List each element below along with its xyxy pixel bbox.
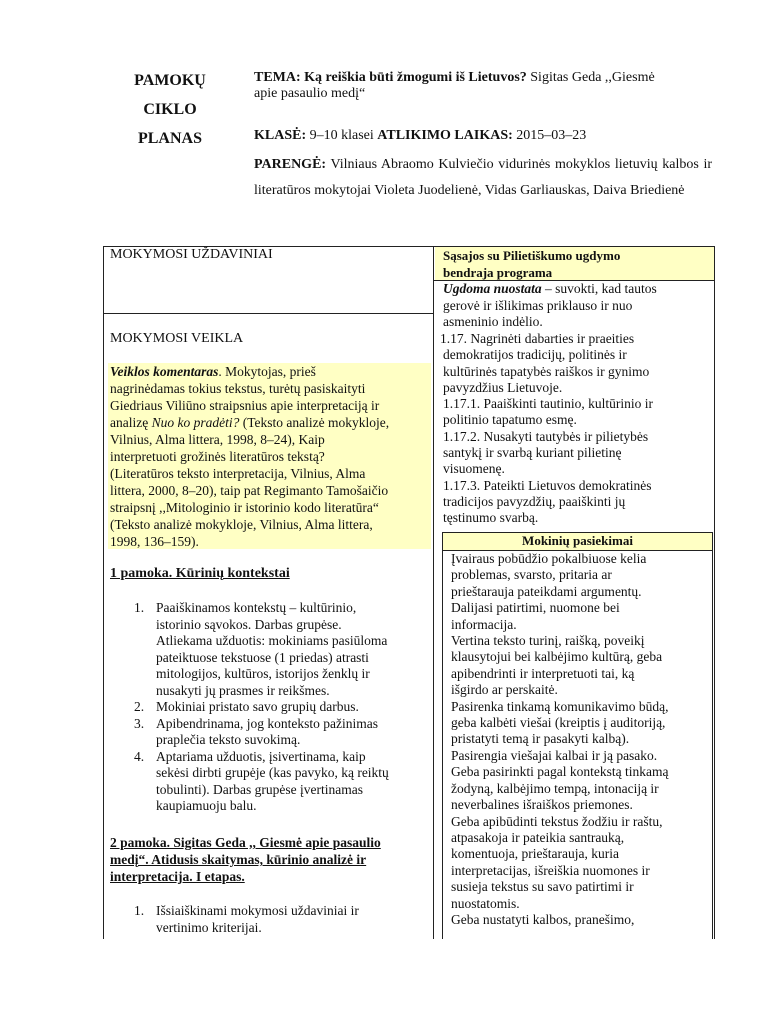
klase-label: KLASĖ: (254, 128, 307, 143)
list-item: 4. Aptariama užduotis, įsivertinama, kaip sekėsi dirbti grupėje (kas pavyko, ką reiktų tobulinti). Darbas grupėse įvertinamas kaupiamuoju balu. (134, 748, 389, 813)
achievement-line: atpasakoja ir pateikia santrauką, (451, 829, 625, 845)
title-line-2: CIKLO (143, 101, 197, 118)
pilietiskumo-items (440, 331, 712, 527)
comment-line: nagrinėdamas tokius tekstus, turėtų pasiskaityti (110, 381, 366, 396)
title-line-1: PAMOKŲ (134, 72, 206, 89)
parenge-text: Vilniaus Abraomo Kulviečio vidurinės mokyklos lietuvių kalbos ir literatūros mokytojai Violeta Juodelienė, Vidas Garliauskas, Daiva Briedienė (254, 157, 712, 198)
comment-line: analizę Nuo ko pradėti? (Teksto analizė mokykloje, (110, 415, 390, 430)
standard-line: santykį ir svarbą kuriant pilietinę (443, 445, 622, 461)
laikas-label: ATLIKIMO LAIKAS: (377, 128, 513, 143)
tema-text: Sigitas Geda ,,Giesmė (526, 70, 655, 85)
achievement-line: Geba nustatyti kalbos, pranešimo, (451, 911, 635, 927)
achievement-line: Geba pasirinkti pagal kontekstą tinkamą (451, 764, 669, 780)
achievement-line: komentuoja, prieštarauja, kuria (451, 846, 619, 862)
nuostata-block: Ugdoma nuostata – suvokti, kad tautos gerovė ir išlikimas priklauso ir nuo asmeninio indėlio. (443, 281, 657, 330)
lesson2-list (110, 902, 432, 936)
achievement-line: išgirdo ar perskaitė. (451, 682, 558, 698)
pasiekimai-heading: Mokinių pasiekimai (522, 533, 633, 548)
achievement-line: informacija. (451, 616, 517, 632)
right-heading-line: Sąsajos su Pilietiškumo ugdymo (443, 248, 621, 263)
table-right-border (714, 246, 715, 939)
standard-line: demokratijos tradicijų, politinės ir (443, 347, 627, 363)
tema-line-2: apie pasaulio medį“ (254, 86, 366, 101)
achievement-line: problemas, svarsto, pritaria ar (451, 567, 612, 583)
pasiekimai-left-border (442, 532, 443, 939)
list-item: 2. Mokiniai pristato savo grupių darbus. (134, 699, 359, 714)
klase-value: 9–10 klasei (306, 128, 378, 143)
standard-line: tęstinumo svarbą. (443, 510, 539, 526)
laikas-value: 2015–03–23 (512, 128, 587, 143)
right-heading (443, 247, 713, 281)
comment-line: (Literatūros teksto interpretacija, Vilnius, Alma (110, 466, 366, 481)
list-item: 1. Paaiškinamos kontekstų – kultūrinio, istorinio sąvokos. Darbas grupėse. Atliekama užduotis: mokiniams pasiūloma pateiktuose tekstuose (1 priedas) atrasti mitologijos, kultūros, istorijos ženklų ir nusakyti jų prasmes ir reikšmes. (134, 600, 388, 698)
achievement-line: Pasirengia viešajai kalbai ir ją pasako. (451, 747, 658, 763)
tema-question: Ką reiškia būti žmogumi iš Lietuvos? (300, 70, 527, 85)
standard-line: 1.17. Nagrinėti dabarties ir praeities (440, 331, 635, 346)
comment-line: straipsnį ,,Mitologinio ir istorinio kodo literatūra“ (110, 500, 379, 515)
achievement-line: prieštarauja pateikdami argumentų. (451, 583, 642, 599)
standard-line: pavyzdžius Lietuvoje. (443, 379, 563, 395)
list-item: 3. Apibendrinama, jog konteksto pažinimas praplečia teksto suvokimą. (134, 715, 378, 747)
comment-line: interpretuoti grožinės literatūros tekstą? (110, 449, 325, 464)
achievement-line: susieja tekstus su savo patirtimi ir (451, 879, 634, 895)
comment-line: Veiklos komentaras. Mokytojas, prieš (110, 364, 316, 379)
achievement-line: interpretacijas, išreiškia nuomones ir (451, 862, 650, 878)
achievement-line: Geba apibūdinti tekstus žodžiu ir raštu, (451, 813, 663, 829)
veiklos-komentaras (110, 363, 432, 550)
standard-line: 1.17.2. Nusakyti tautybės ir pilietybės (443, 428, 649, 444)
achievement-line: nuostatomis. (451, 895, 520, 911)
achievement-line: Vertina teksto turinį, raišką, poveikį (451, 633, 645, 649)
tema-line (254, 70, 714, 86)
standard-line: 1.17.1. Paaiškinti tautinio, kultūrinio ir (443, 396, 653, 412)
pasiekimai-right-border (712, 532, 713, 939)
veikla-heading: MOKYMOSI VEIKLA (110, 331, 244, 346)
table-column-divider (433, 246, 434, 939)
standard-line: kultūrinės tapatybės raiškos ir gynimo (443, 363, 650, 379)
comment-line: littera, 2000, 8–20), taip pat Regimanto Tamošaičio (110, 483, 389, 498)
comment-line: (Teksto analizė mokykloje, Vilnius, Alma littera, (110, 517, 373, 532)
standard-line: tradicijos pavyzdžių, paaiškinti jų (443, 493, 626, 509)
comment-line: Vilnius, Alma littera, 1998, 8–24), Kaip (110, 432, 325, 447)
pasiekimai-list (451, 551, 711, 928)
lesson1-list (110, 600, 432, 815)
list-item: 1. Išsiaiškinami mokymosi uždaviniai ir vertinimo kriterijai. (134, 903, 359, 935)
nuostata-label: Ugdoma nuostata (443, 281, 542, 296)
achievement-line: Pasirenka tinkamą komunikavimo būdą, (451, 698, 669, 714)
parenge-paragraph (254, 152, 712, 204)
achievement-line: Dalijasi patirtimi, nuomone bei (451, 600, 620, 616)
parenge-label: PARENGĖ: (254, 157, 327, 172)
standard-line: visuomenę. (443, 461, 505, 477)
plan-title (120, 66, 220, 153)
klase-line (254, 128, 714, 144)
comment-line: Giedriaus Viliūno straipsnius apie interpretaciją ir (110, 398, 380, 413)
lesson2-heading: 2 pamoka. Sigitas Geda ,, Giesmė apie pasaulio medį“. Atidusis skaitymas, kūrinio analizė ir interpretacija. I etapas. (110, 835, 381, 884)
comment-line: 1998, 136–159). (110, 534, 199, 549)
achievement-line: neverbalines išraiškos priemones. (451, 797, 633, 813)
achievement-line: apibendrinti ir interpretuoti tai, ką (451, 665, 635, 681)
title-line-3: PLANAS (137, 130, 202, 147)
achievement-line: žodyną, kalbėjimo tempą, intonaciją ir (451, 780, 659, 796)
achievement-line: geba kalbėti viešai (kreiptis į auditoriją, (451, 715, 666, 731)
table-left-border (103, 246, 104, 939)
achievement-line: pristatyti temą ir pasakyti kalbą). (451, 731, 630, 747)
achievement-line: klausytojui bei kalbėjimo kultūrą, geba (451, 649, 663, 665)
comment-label: Veiklos komentaras (110, 364, 219, 379)
right-heading-line: bendraja programa (443, 265, 553, 280)
tema-label: TEMA: (254, 70, 301, 85)
uzdaviniai-heading: MOKYMOSI UŽDAVINIAI (110, 247, 273, 262)
achievement-line: Įvairaus pobūdžio pokalbiuose kelia (451, 551, 647, 566)
lesson1-heading: 1 pamoka. Kūrinių kontekstai (110, 566, 290, 581)
standard-line: politinio tapatumo esmę. (443, 412, 577, 428)
standard-line: 1.17.3. Pateikti Lietuvos demokratinės (443, 477, 652, 493)
left-row-divider (103, 313, 434, 314)
